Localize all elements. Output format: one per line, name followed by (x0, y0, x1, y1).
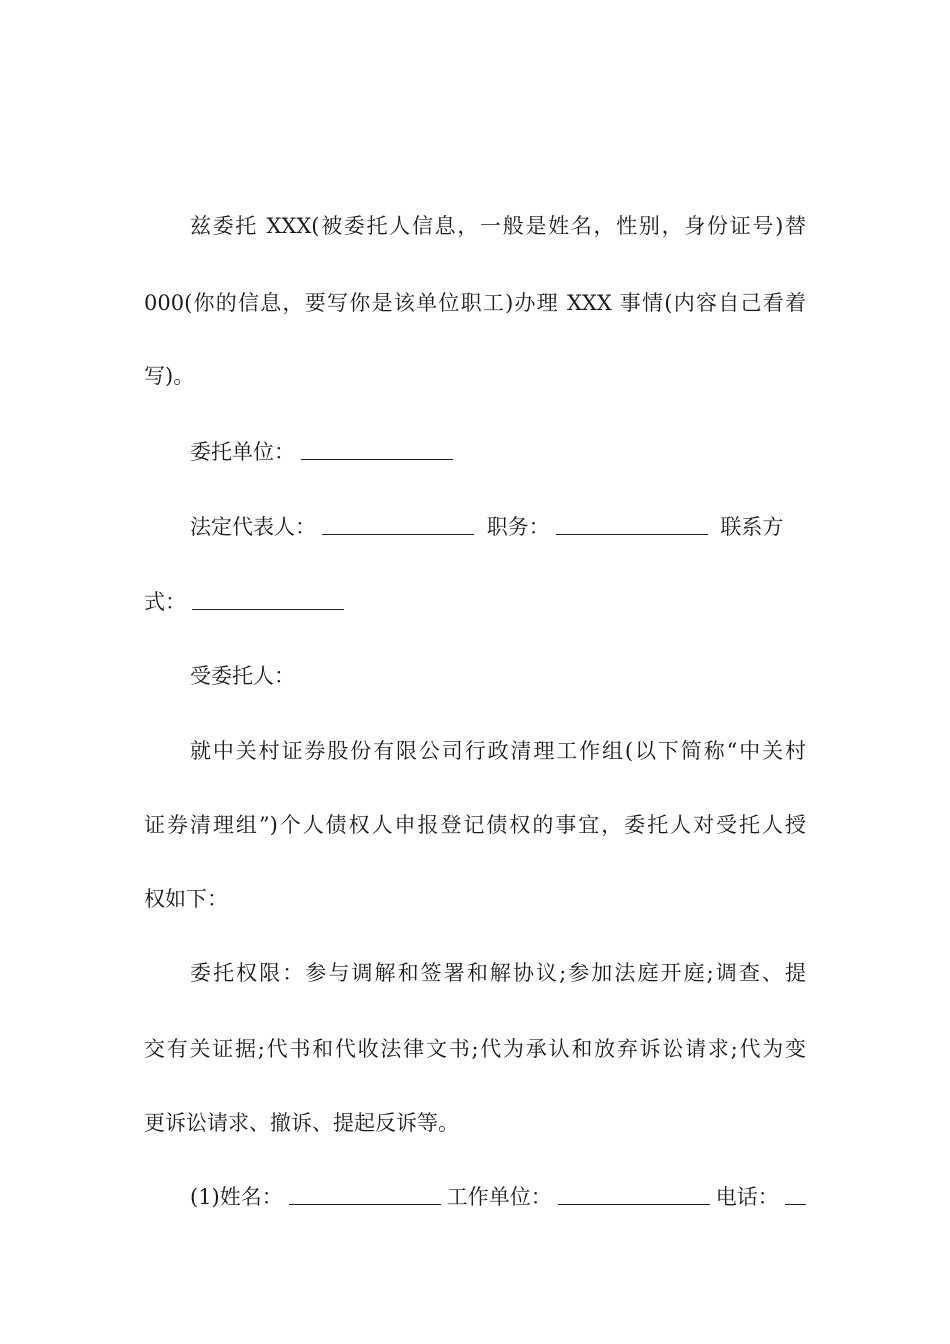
authority-line-3: 更诉讼请求、撤诉、提起反诉等。 (144, 1111, 459, 1135)
representative-blank (322, 533, 474, 535)
person1-work-unit-label: 工作单位： (446, 1185, 552, 1209)
position-blank (556, 533, 708, 535)
intro-line-1: 兹委托 XXX(被委托人信息，一般是姓名，性别，身份证号)替 (190, 214, 806, 238)
entrusting-unit-label: 委托单位： (190, 440, 295, 464)
position-label: 职务： (486, 515, 550, 539)
intro-line-3: 写)。 (144, 364, 195, 388)
paragraph1-line-1: 就中关村证券股份有限公司行政清理工作组(以下简称“中关村 (190, 739, 806, 763)
person1-phone-blank (785, 1203, 806, 1205)
representative-row (190, 512, 806, 542)
person1-row (190, 1182, 806, 1212)
entrusting-unit-row (190, 437, 806, 467)
authority-line-1: 委托权限：参与调解和签署和解协议;参加法庭开庭;调查、提 (190, 961, 806, 985)
person1-phone-label: 电话： (715, 1185, 779, 1209)
paragraph1-line-3: 权如下： (144, 887, 228, 911)
agent-label: 受委托人： (190, 664, 295, 688)
contact-label-part1: 联系方 (720, 515, 784, 539)
person1-work-unit-blank (558, 1203, 710, 1205)
contact-blank (192, 608, 344, 610)
authority-line-2: 交有关证据;代书和代收法律文书;代为承认和放弃诉讼请求;代为变 (144, 1037, 806, 1061)
intro-line-2: 000(你的信息，要写你是该单位职工)办理 XXX 事情(内容自己看着 (144, 291, 806, 315)
representative-label: 法定代表人： (190, 515, 316, 539)
contact-row (144, 587, 806, 617)
entrusting-unit-blank (301, 458, 453, 460)
contact-label-part2: 式： (144, 590, 186, 614)
paragraph1-line-2: 证券清理组”)个人债权人申报登记债权的事宜，委托人对受托人授 (144, 813, 806, 837)
person1-name-label: (1)姓名： (190, 1185, 283, 1209)
person1-name-blank (289, 1203, 441, 1205)
